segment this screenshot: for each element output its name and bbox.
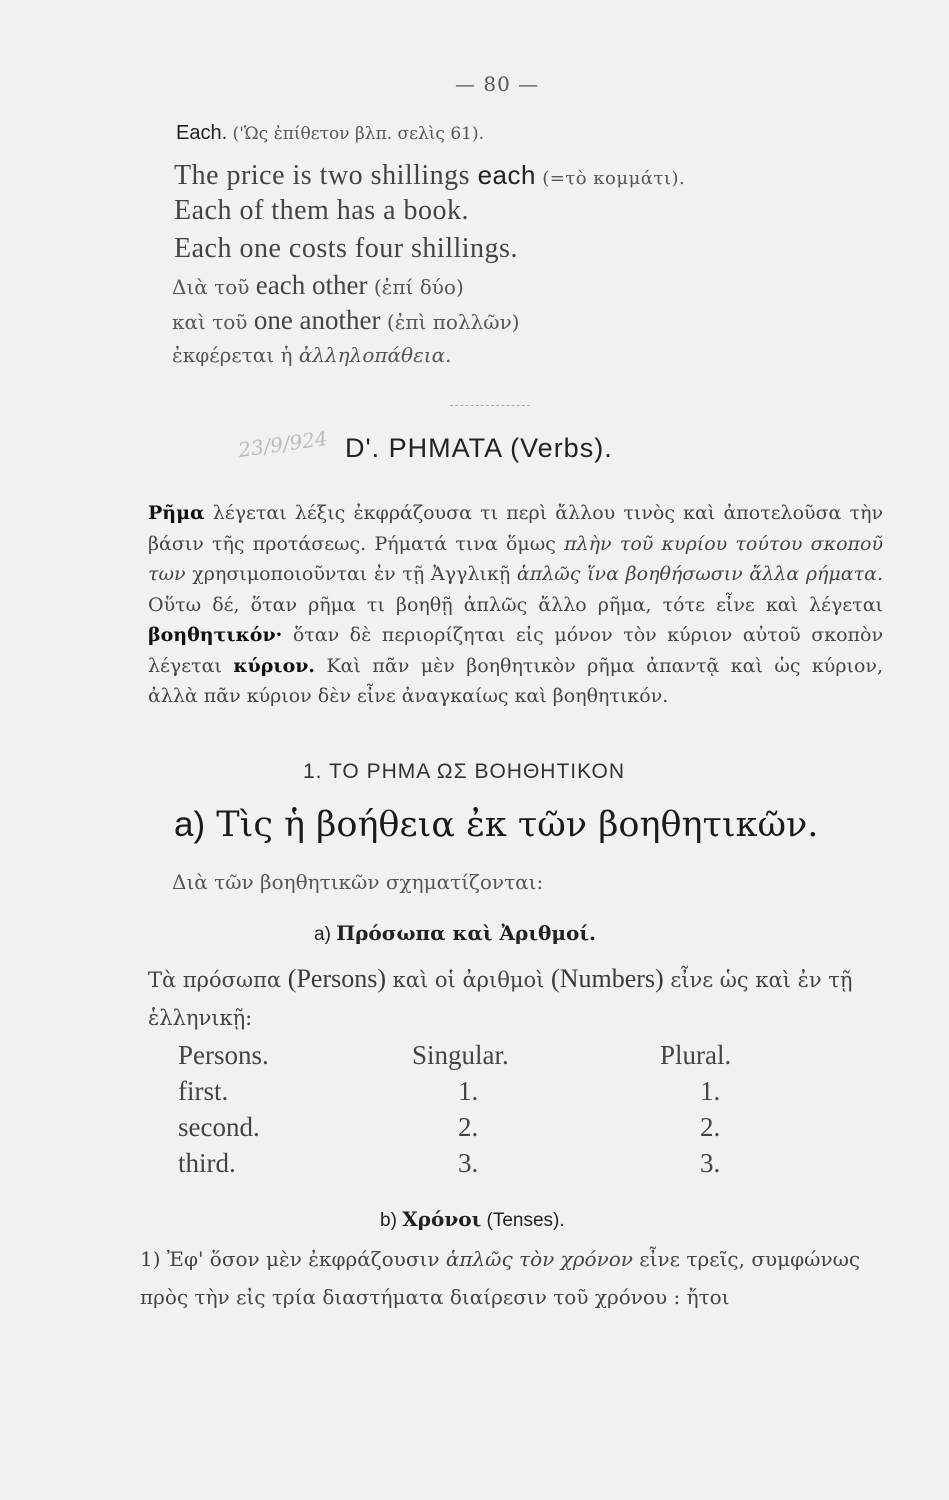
tenses-paragraph: [140, 1240, 880, 1316]
table-cell-plural: 1.: [700, 1076, 721, 1106]
table-cell-singular: 1.: [458, 1076, 479, 1106]
example-line-2: Each of them has a book.: [174, 195, 470, 226]
term-rema: Ρῆμα: [148, 502, 205, 524]
table-cell-person: second.: [178, 1112, 260, 1142]
page-number: — 80 —: [455, 72, 540, 96]
def-text-3: Οὕτω δέ, ὅταν ρῆμα τι βοηθῇ ἁπλῶς ἄλλο ρῆμα, τότε εἶνε καὶ λέγεται: [148, 593, 883, 616]
heading-4-bold: Χρόνοι: [402, 1207, 482, 1231]
persons-english-1: (Persons): [287, 964, 386, 993]
reciprocal-line-3: [172, 343, 452, 367]
each-heading-line: [176, 120, 484, 145]
def-italic-2: ἁπλῶς ἵνα βοηθήσωσιν ἄλλα ρήματα.: [516, 563, 883, 585]
persons-sentence: [148, 960, 878, 1037]
reciprocal-line-2: [172, 305, 520, 336]
table-cell-plural: 3.: [700, 1148, 721, 1178]
example-1-bold: each: [477, 160, 536, 190]
each-reference: ('Ὡς ἐπίθετον βλπ. σελὶς 61).: [227, 124, 484, 144]
heading-1: 1. ΤΟ ΡΗΜΑ ΩΣ ΒΟΗΘΗΤΙΚΟΝ: [303, 760, 625, 783]
table-cell-person: third.: [178, 1148, 236, 1178]
persons-greek-1: Τὰ πρόσωπα: [148, 968, 288, 992]
reciprocal-line-1: [172, 270, 464, 301]
heading-4-rest: (Tenses).: [481, 1210, 565, 1231]
table-header-plural: Plural.: [660, 1040, 732, 1070]
reciprocal-1-greek-b: (ἐπί δύο): [367, 275, 464, 299]
heading-3-label: a): [314, 924, 337, 945]
def-text-5: Καὶ πᾶν μὲν βοηθητικὸν ρῆμα ἀπαντᾷ καὶ ὡς κύριον, ἀλλὰ πᾶν κύριον δὲν εἶνε ἀναγκαίως καὶ βοηθητικόν.: [148, 654, 883, 707]
intro-line: Διὰ τῶν βοηθητικῶν σχηματίζονται:: [172, 870, 544, 894]
heading-4-label: b): [380, 1210, 403, 1231]
tenses-text-1: 1) Ἐφ' ὅσον μὲν ἐκφράζουσιν: [140, 1247, 446, 1271]
table-cell-person: first.: [178, 1076, 229, 1106]
reciprocal-1-greek-a: Διὰ τοῦ: [172, 275, 256, 299]
def-text-2: χρησιμοποιοῦνται ἐν τῇ Ἀγγλικῇ: [185, 563, 517, 585]
date-stamp: 23/9/924: [236, 425, 330, 463]
example-1-greek: (=τὸ κομμάτι).: [535, 168, 686, 189]
table-header-singular: Singular.: [412, 1040, 509, 1070]
section-heading: D'. PHMATA (Verbs).: [345, 433, 613, 463]
def-text-4: ὅταν δὲ περιορίζηται εἰς μόνον τὸν κύριον αὐτοῦ σκοπὸν λέγεται: [148, 624, 883, 677]
persons-greek-2: καὶ οἱ ἀριθμοὶ: [386, 968, 552, 992]
heading-3: [314, 921, 596, 946]
tenses-italic: ἁπλῶς τὸν χρόνον: [445, 1247, 633, 1271]
section-divider: [450, 405, 530, 406]
def-italic-1: πλὴν τοῦ κυρίου τούτου σκοποῦ των: [148, 532, 883, 585]
heading-2-text: Τὶς ἡ βοήθεια ἐκ τῶν βοηθητικῶν.: [205, 805, 819, 845]
reciprocal-1-english: each other: [255, 270, 368, 300]
persons-greek-3: εἶνε ὡς καὶ ἐν τῇ ἑλληνικῇ:: [148, 968, 853, 1030]
persons-english-2: (Numbers): [551, 964, 664, 993]
each-heading: Each.: [176, 122, 228, 144]
example-line-1: [174, 160, 685, 192]
heading-2: [174, 805, 818, 845]
table-cell-plural: 2.: [700, 1112, 721, 1142]
definition-paragraph: [148, 498, 883, 712]
example-1-text: The price is two shillings: [174, 160, 478, 191]
def-text-1: λέγεται λέξις ἐκφράζουσα τι περὶ ἄλλου τινὸς καὶ ἀποτελοῦσα τὴν βάσιν τῆς προτάσεως. Ρήματά τινα ὅμως: [148, 502, 883, 555]
term-auxiliary: βοηθητικόν·: [148, 624, 283, 646]
example-line-3: Each one costs four shillings.: [174, 233, 518, 264]
reciprocal-2-greek-b: (ἐπὶ πολλῶν): [380, 310, 520, 334]
reciprocal-3-greek: ἐκφέρεται ἡ: [172, 343, 299, 367]
table-header-persons: Persons.: [178, 1040, 269, 1070]
table-cell-singular: 3.: [458, 1148, 479, 1178]
heading-4: [380, 1207, 565, 1232]
reciprocal-2-english: one another: [253, 305, 381, 335]
tenses-text-2: εἶνε τρεῖς, συμφώνως πρὸς τὴν εἰς τρία διαστήματα διαίρεσιν τοῦ χρόνου : ἤτοι: [140, 1247, 861, 1309]
reciprocal-2-greek-a: καὶ τοῦ: [172, 310, 254, 334]
reciprocal-3-italic: ἀλληλοπάθεια.: [298, 343, 452, 367]
table-cell-singular: 2.: [458, 1112, 479, 1142]
term-main: κύριον.: [233, 654, 316, 677]
heading-2-label: a): [174, 805, 206, 844]
heading-3-text: Πρόσωπα καὶ Ἀριθμοί.: [336, 921, 596, 945]
